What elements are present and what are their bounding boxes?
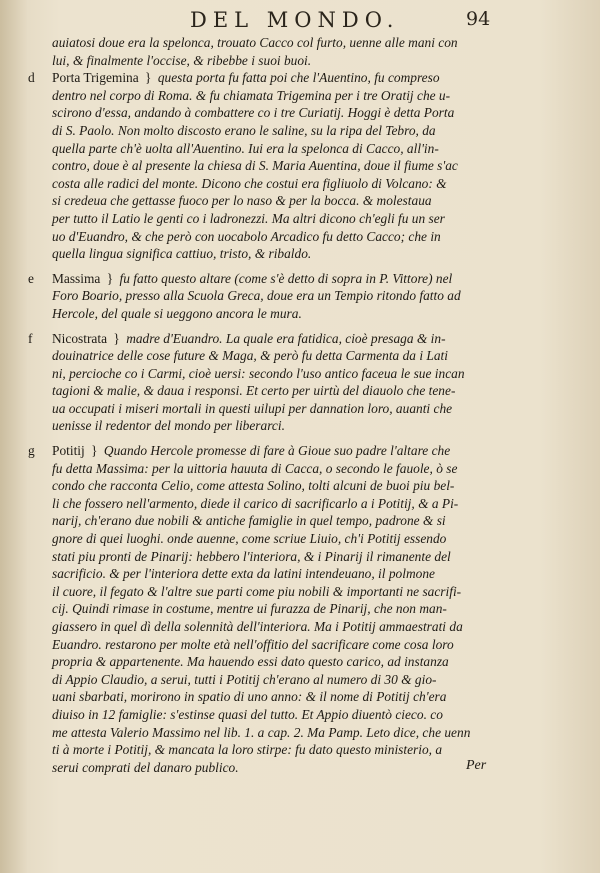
text-line: uo d'Euandro, & che però con uocabolo Arcadico fu detto Cacco; che in <box>52 228 441 244</box>
text-line: auiatosi doue era la spelonca, trouato Cacco col furto, uenne alle mani con <box>52 35 458 50</box>
annotation-entry-g <box>28 442 552 776</box>
entry-marker: d <box>28 70 35 86</box>
text-line: scirono d'essa, andando à combattere co i tre Curiatij. Hoggi è detta Porta <box>52 105 455 121</box>
catchword: Per <box>466 758 487 773</box>
brace-symbol: } <box>91 443 98 459</box>
entry-marker: e <box>28 270 34 286</box>
main-text <box>28 34 552 776</box>
text-line: gnore di quei luoghi. onde auenne, come scriue Liuio, ch'i Potitij essendo <box>52 531 447 547</box>
brace-symbol: } <box>145 70 152 86</box>
entry-text: madre d'Euandro. La quale era fatidica, cioè presaga & in- <box>126 330 446 346</box>
text-line: dentro nel corpo di Roma. & fu chiamata Trigemina per i tre Oratij che u- <box>52 87 451 103</box>
entry-term: Nicostrata <box>52 330 108 346</box>
text-line: tagioni & malie, & daua i responsi. Et certo per uirtù del diauolo che tene- <box>52 383 456 399</box>
text-line: per tutto il Latio le genti co i ladronezzi. Ma altri dicono ch'egli fu un ser <box>52 210 445 226</box>
text-line: il cuore, il fegato & l'altre sue parti come piu nobili & importanti ne sacrifi- <box>52 583 462 599</box>
text-line: stati piu pronti de Pinarij: hebbero l'interiora, & i Pinarij il rimanente del <box>52 548 451 564</box>
text-line: ua occupati i miseri mortali in questi uilupi per dannation loro, auanti che <box>52 400 453 416</box>
text-line: ti à morte i Potitij, & mancata la loro stirpe: fu dato questo ministerio, a <box>52 742 443 758</box>
text-line: condo che racconta Celio, come attesta Solino, tolti alcuni de buoi piu bel- <box>52 478 455 494</box>
entry-first-line <box>28 330 552 348</box>
entry-first-line <box>28 270 552 288</box>
text-line: propria & appartenente. Ma hauendo essi dato questo carico, ad instanza <box>52 654 449 670</box>
text-line: cij. Quindi rimase in costume, mentre ui furazza de Pinarij, che non man- <box>52 601 447 617</box>
entry-text: Quando Hercole promesse di fare à Gioue suo padre l'altare che <box>103 443 451 459</box>
text-line: Hercole, del quale si ueggono ancora le mura. <box>52 305 302 321</box>
text-line: costa alle radici del monte. Dicono che costui era figliuolo di Volcano: & <box>52 175 447 191</box>
text-line: li che fossero nell'armento, diede il carico di sacrificarlo a i Potitij, & a Pi- <box>52 495 459 511</box>
entry-term: Massima <box>52 270 101 286</box>
page-header <box>0 8 600 34</box>
text-line: contro, doue è al presente la chiesa di S. Maria Auentina, doue il fiume s'ac <box>52 158 458 174</box>
text-line: quella lingua significa cattiuo, tristo, & ribaldo. <box>52 246 312 262</box>
text-line: serui comprati del danaro publico. <box>52 759 239 775</box>
text-line: uenisse il redentor del mondo per liberarci. <box>52 418 285 434</box>
text-line: narij, ch'erano due nobili & antiche famiglie in quel tempo, padrone & si <box>52 513 446 529</box>
text-line: sacrificio. & per l'interiora dette exta da latini intendeuano, il polmone <box>52 566 435 582</box>
text-line: diuiso in 12 famiglie: s'estinse quasi del tutto. Et Appio diuentò cieco. co <box>52 706 443 722</box>
annotation-entry-d <box>28 69 552 263</box>
entry-first-line <box>28 442 552 460</box>
brace-symbol: } <box>106 270 114 286</box>
annotation-entry-f <box>28 330 552 436</box>
annotation-entry-e <box>28 270 552 323</box>
page-number: 94 <box>466 8 491 30</box>
brace-symbol: } <box>113 330 120 346</box>
text-line: di S. Paolo. Non molto discosto erano le saline, su la ripa del Tebro, da <box>52 122 436 138</box>
text-line: Euandro. restarono per molte età nell'offitio del sacrificare come cosa loro <box>52 636 454 652</box>
text-line: si credeua che gettasse fuoco per lo naso & per la bocca. & molestaua <box>52 193 432 209</box>
text-line: lui, & finalmente l'occise, & ribebbe i suoi buoi. <box>52 52 312 68</box>
text-line: giassero in quel dì della solennità dell'interiora. Ma i Potitij ammaestrati da <box>52 619 463 634</box>
text-line: di Appio Claudio, a serui, tutti i Potitij ch'erano al numero di 30 & gio- <box>52 671 437 687</box>
entry-term: Porta Trigemina <box>52 70 139 86</box>
text-line: uani sbarbati, morirono in spatio di uno anno: & il nome di Potitij ch'era <box>52 689 447 705</box>
text-line: Foro Boario, presso alla Scuola Greca, doue era un Tempio ritondo fatto ad <box>52 288 461 304</box>
text-line: quella parte ch'è uolta all'Auentino. Iui era la spelonca di Cacco, all'in- <box>52 140 439 156</box>
entry-term: Potitij <box>52 443 85 459</box>
entry-first-line <box>28 69 552 87</box>
running-title: DEL MONDO. <box>190 8 400 32</box>
text-line: ni, percioche co i Carmi, cioè uersi: secondo l'uso antico faceua le sue incan <box>52 365 465 381</box>
entry-marker: g <box>28 443 35 459</box>
text-line: me attesta Valerio Massimo nel lib. 1. a cap. 2. Ma Pamp. Leto dice, che uenn <box>52 724 471 740</box>
entry-text: questa porta fu fatta poi che l'Auentino, fu compreso <box>157 70 440 86</box>
entry-text: fu fatto questo altare (come s'è detto di sopra in P. Vittore) nel <box>119 270 453 286</box>
text-line: douinatrice delle cose future & Maga, & però fu detta Carmenta da i Lati <box>52 348 448 364</box>
entry-marker: f <box>28 330 33 346</box>
text-line: fu detta Massima: per la uittoria hauuta di Cacca, o secondo le fauole, ò se <box>52 460 458 476</box>
